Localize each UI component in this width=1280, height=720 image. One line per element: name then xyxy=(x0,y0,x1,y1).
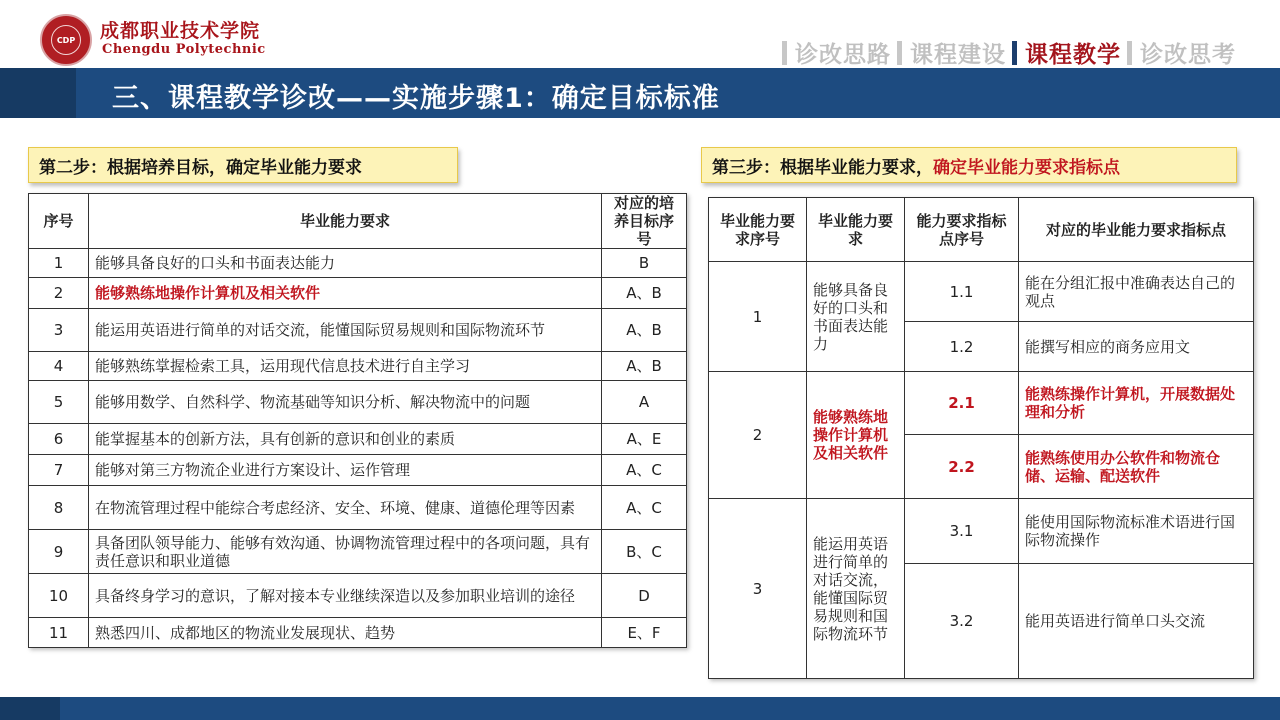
graduation-requirements-table xyxy=(28,193,687,648)
school-name-en: Chengdu Polytechnic xyxy=(102,42,266,57)
row-requirement: 在物流管理过程中能综合考虑经济、安全、环境、健康、道德伦理等因素 xyxy=(89,486,602,530)
point-text: 能撰写相应的商务应用文 xyxy=(1019,322,1254,372)
group-no: 2 xyxy=(709,372,807,499)
table-row-highlighted xyxy=(709,372,1254,435)
table-row xyxy=(29,618,687,648)
col-header-point-no: 能力要求指标点序号 xyxy=(905,198,1019,262)
point-text: 能用英语进行简单口头交流 xyxy=(1019,564,1254,679)
nav-divider xyxy=(897,41,902,65)
row-requirement: 能够对第三方物流企业进行方案设计、运作管理 xyxy=(89,455,602,486)
table-row xyxy=(29,530,687,574)
table-row xyxy=(29,424,687,455)
nav-label: 诊改思路 xyxy=(795,42,891,68)
table-row xyxy=(29,455,687,486)
col-header-requirement: 毕业能力要求 xyxy=(89,194,602,249)
table-row xyxy=(29,486,687,530)
row-requirement: 熟悉四川、成都地区的物流业发展现状、趋势 xyxy=(89,618,602,648)
table-row xyxy=(709,499,1254,564)
row-target: A、B xyxy=(602,309,687,352)
point-no: 1.2 xyxy=(905,322,1019,372)
row-no: 8 xyxy=(29,486,89,530)
row-no: 11 xyxy=(29,618,89,648)
point-no: 1.1 xyxy=(905,262,1019,322)
row-requirement: 能够熟练掌握检索工具，运用现代信息技术进行自主学习 xyxy=(89,352,602,381)
col-header-target: 对应的培养目标序号 xyxy=(602,194,687,249)
step2-label xyxy=(28,147,458,183)
row-requirement: 能够用数学、自然科学、物流基础等知识分析、解决物流中的问题 xyxy=(89,381,602,424)
row-target: A、E xyxy=(602,424,687,455)
row-no: 1 xyxy=(29,249,89,278)
row-target: B、C xyxy=(602,530,687,574)
row-requirement: 具备终身学习的意识，了解对接本专业继续深造以及参加职业培训的途径 xyxy=(89,574,602,618)
footer-band xyxy=(0,697,1280,720)
title-band-accent xyxy=(0,68,76,118)
logo-emblem: CDP xyxy=(51,25,81,55)
row-target: B xyxy=(602,249,687,278)
table-row-highlighted xyxy=(29,278,687,309)
step2-label-text: 第二步：根据培养目标，确定毕业能力要求 xyxy=(39,157,362,178)
step3-label-highlight: 确定毕业能力要求指标点 xyxy=(933,157,1120,178)
nav-divider xyxy=(1012,41,1017,65)
nav-label: 诊改思考 xyxy=(1140,42,1236,68)
row-no: 3 xyxy=(29,309,89,352)
point-text: 能熟练操作计算机，开展数据处理和分析 xyxy=(1019,372,1254,435)
table-row xyxy=(29,381,687,424)
row-requirement: 能够具备良好的口头和书面表达能力 xyxy=(89,249,602,278)
school-logo xyxy=(40,14,92,66)
row-no: 4 xyxy=(29,352,89,381)
point-no: 2.2 xyxy=(905,435,1019,499)
table-row xyxy=(29,249,687,278)
col-header-requirement: 毕业能力要求 xyxy=(807,198,905,262)
row-target: A、C xyxy=(602,455,687,486)
step3-label xyxy=(701,147,1237,183)
footer-band-accent xyxy=(0,697,60,720)
table-row xyxy=(709,262,1254,322)
nav-item-course-building[interactable] xyxy=(897,36,1006,69)
point-no: 2.1 xyxy=(905,372,1019,435)
row-target: A xyxy=(602,381,687,424)
point-no: 3.1 xyxy=(905,499,1019,564)
section-nav xyxy=(776,36,1236,69)
point-text: 能使用国际物流标准术语进行国际物流操作 xyxy=(1019,499,1254,564)
group-no: 3 xyxy=(709,499,807,679)
row-target: D xyxy=(602,574,687,618)
row-no: 9 xyxy=(29,530,89,574)
table-header-row xyxy=(29,194,687,249)
nav-label: 课程建设 xyxy=(910,42,1006,68)
row-no: 2 xyxy=(29,278,89,309)
nav-divider xyxy=(1127,41,1132,65)
table-row xyxy=(29,309,687,352)
row-no: 10 xyxy=(29,574,89,618)
table-header-row xyxy=(709,198,1254,262)
indicator-points-table xyxy=(708,197,1254,679)
page-title: 三、课程教学诊改——实施步骤1：确定目标标准 xyxy=(112,83,720,114)
nav-item-diagnosis-ideas[interactable] xyxy=(782,36,891,69)
step3-label-text: 第三步：根据毕业能力要求， xyxy=(712,157,933,178)
nav-label: 课程教学 xyxy=(1025,42,1121,68)
nav-item-diagnosis-thoughts[interactable] xyxy=(1127,36,1236,69)
row-target: A、B xyxy=(602,278,687,309)
row-target: A、C xyxy=(602,486,687,530)
title-band xyxy=(0,68,1280,118)
group-requirement: 能运用英语进行简单的对话交流，能懂国际贸易规则和国际物流环节 xyxy=(807,499,905,679)
group-no: 1 xyxy=(709,262,807,372)
point-text: 能在分组汇报中准确表达自己的观点 xyxy=(1019,262,1254,322)
row-target: E、F xyxy=(602,618,687,648)
nav-divider xyxy=(782,41,787,65)
col-header-point: 对应的毕业能力要求指标点 xyxy=(1019,198,1254,262)
row-no: 7 xyxy=(29,455,89,486)
col-header-req-no: 毕业能力要求序号 xyxy=(709,198,807,262)
row-requirement: 能够熟练地操作计算机及相关软件 xyxy=(89,278,602,309)
row-no: 5 xyxy=(29,381,89,424)
row-requirement: 能掌握基本的创新方法，具有创新的意识和创业的素质 xyxy=(89,424,602,455)
table-row xyxy=(29,574,687,618)
col-header-no: 序号 xyxy=(29,194,89,249)
nav-item-course-teaching[interactable] xyxy=(1012,36,1121,69)
point-text: 能熟练使用办公软件和物流仓储、运输、配送软件 xyxy=(1019,435,1254,499)
group-requirement: 能够具备良好的口头和书面表达能力 xyxy=(807,262,905,372)
row-target: A、B xyxy=(602,352,687,381)
school-name-cn: 成都职业技术学院 xyxy=(100,20,261,42)
row-requirement: 具备团队领导能力、能够有效沟通、协调物流管理过程中的各项问题，具有责任意识和职业道德 xyxy=(89,530,602,574)
row-no: 6 xyxy=(29,424,89,455)
group-requirement: 能够熟练地操作计算机及相关软件 xyxy=(807,372,905,499)
row-requirement: 能运用英语进行简单的对话交流，能懂国际贸易规则和国际物流环节 xyxy=(89,309,602,352)
table-row xyxy=(29,352,687,381)
point-no: 3.2 xyxy=(905,564,1019,679)
